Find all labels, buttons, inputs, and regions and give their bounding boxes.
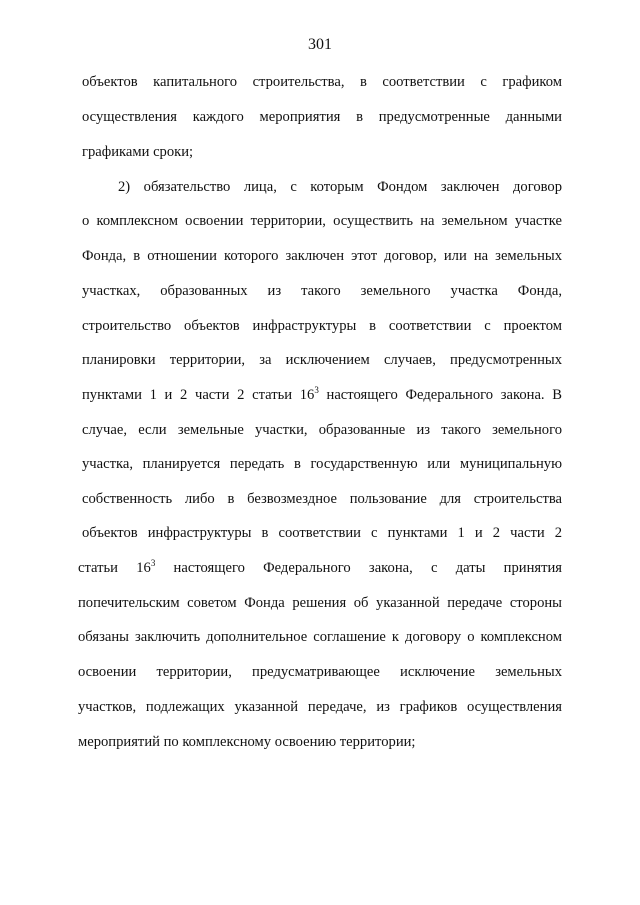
superscript: 3 bbox=[150, 558, 156, 568]
text-line-with-superscript bbox=[82, 386, 562, 404]
text-line: объектов инфраструктуры в соответствии с пунктами 1 и 2 части 2 bbox=[82, 525, 562, 541]
text-line: объектов капитального строительства, в соответствии с графиком bbox=[82, 74, 562, 90]
text-segment: настоящего Федерального закона, с даты принятия bbox=[155, 560, 562, 576]
text-line: осуществления каждого мероприятия в предусмотренные данными bbox=[82, 109, 562, 125]
text-segment: статьи 16 bbox=[78, 560, 151, 576]
text-line: планировки территории, за исключением случаев, предусмотренных bbox=[82, 352, 562, 368]
text-line-with-superscript bbox=[78, 559, 562, 577]
text-line: строительство объектов инфраструктуры в соответствии с проектом bbox=[82, 318, 562, 334]
superscript: 3 bbox=[314, 385, 319, 395]
text-line: Фонда, в отношении которого заключен этот договор, или на земельных bbox=[82, 248, 562, 264]
text-line: мероприятий по комплексному освоению территории; bbox=[78, 734, 416, 750]
text-line: участках, образованных из такого земельного участка Фонда, bbox=[82, 283, 562, 299]
page-number: 301 bbox=[308, 36, 332, 53]
text-line: обязаны заключить дополнительное соглашение к договору о комплексном bbox=[78, 629, 562, 645]
text-line: случае, если земельные участки, образованные из такого земельного bbox=[82, 422, 562, 438]
text-line: собственность либо в безвозмездное пользование для строительства bbox=[82, 491, 562, 507]
text-segment: пунктами 1 и 2 части 2 статьи 16 bbox=[82, 387, 315, 403]
text-line: участка, планируется передать в государственную или муниципальную bbox=[82, 456, 562, 472]
text-line: о комплексном освоении территории, осуществить на земельном участке bbox=[82, 213, 562, 229]
text-segment: настоящего Федерального закона. В bbox=[318, 387, 562, 403]
text-line: попечительским советом Фонда решения об указанной передаче стороны bbox=[78, 595, 562, 611]
text-line: 2) обязательство лица, с которым Фондом заключен договор bbox=[118, 179, 562, 195]
text-line: освоении территории, предусматривающее исключение земельных bbox=[78, 664, 562, 680]
text-line: участков, подлежащих указанной передаче, из графиков осуществления bbox=[78, 699, 562, 715]
text-line: графиками сроки; bbox=[82, 144, 194, 160]
